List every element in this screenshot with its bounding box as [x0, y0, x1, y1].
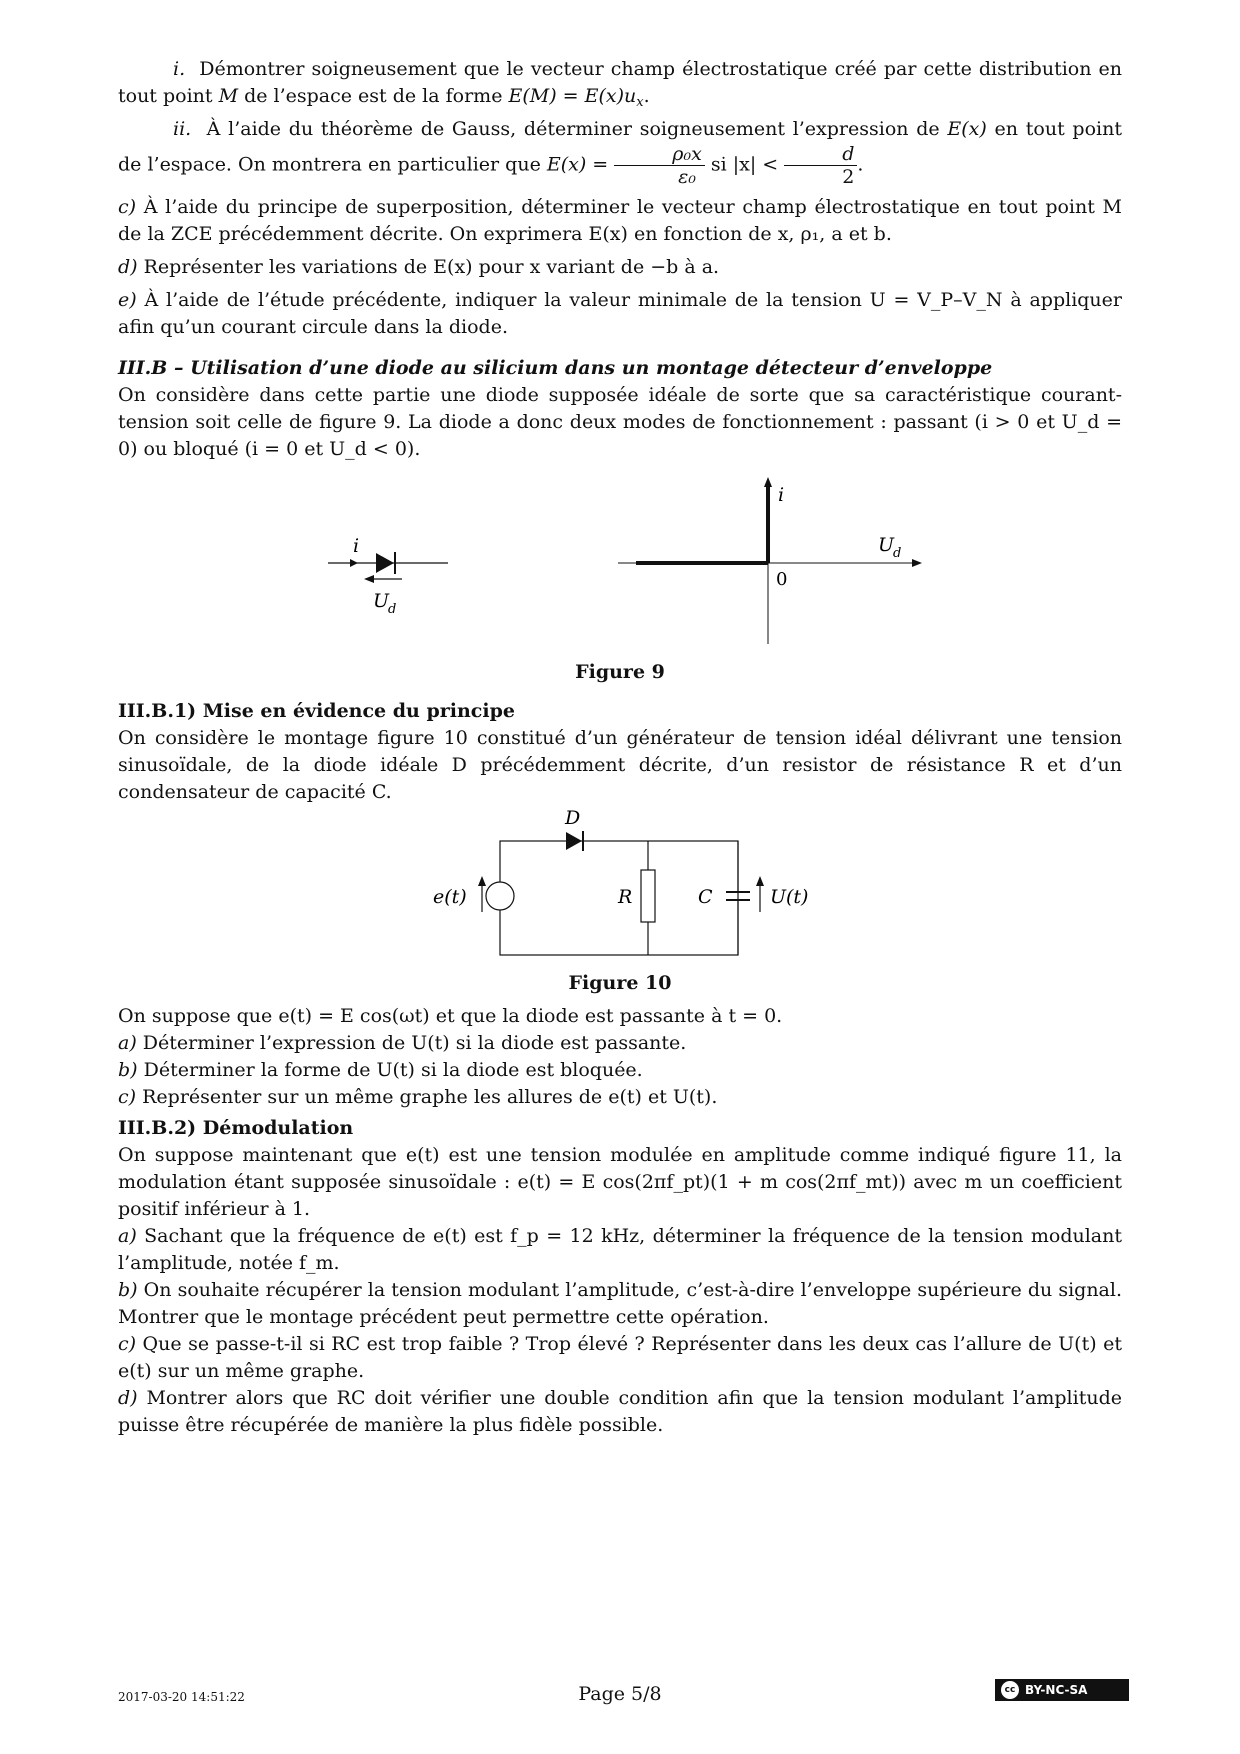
fraction-d-2: $\frac{d}{2}$: [784, 143, 857, 188]
label-e: e(t): [433, 886, 467, 908]
subsection-title-1: III.B.1) Mise en évidence du principe: [118, 700, 515, 722]
question-1c: c) Représenter sur un même graphe les allures de e(t) et U(t).: [118, 1086, 718, 1108]
figure-10: [118, 810, 1122, 970]
diode-current-label: i: [353, 535, 360, 557]
license-text: BY-NC-SA: [1025, 1683, 1088, 1697]
paragraph-suppose: On suppose que e(t) = E cos(ωt) et que la diode est passante à t = 0.: [118, 1005, 783, 1027]
label-R: R: [618, 886, 633, 908]
figure-9-caption: Figure 9: [575, 661, 665, 683]
document-page: [118, 56, 1122, 1439]
question-2b: b) On souhaite récupérer la tension modulant l’amplitude, c’est-à-dire l’enveloppe supérieure du signal. Montrer que le montage précédent peut permettre cette opération.: [118, 1279, 1122, 1328]
question-1a: a) Déterminer l’expression de U(t) si la diode est passante.: [118, 1032, 687, 1054]
label-D: D: [565, 810, 581, 829]
figure-9: [118, 469, 1122, 659]
vector-formula: E(M) = E(x)u: [508, 85, 637, 107]
origin-label: 0: [776, 569, 788, 590]
axis-U-label: U: [878, 534, 895, 556]
figure-10-caption: Figure 10: [568, 972, 672, 994]
paragraph-B2: On suppose maintenant que e(t) est une tension modulée en amplitude comme indiqué figure 11, la modulation étant supposée sinusoïdale : e(t) = E cos(2πf_pt)(1 + m cos(2πf_mt)) avec m un coefficient positif inférieur à 1.: [118, 1144, 1122, 1220]
footer-timestamp: 2017-03-20 14:51:22: [118, 1690, 245, 1704]
subsection-title-2: III.B.2) Démodulation: [118, 1117, 354, 1139]
label-U: U(t): [770, 886, 809, 908]
axis-i-label: i: [778, 484, 785, 506]
question-2d: d) Montrer alors que RC doit vérifier une double condition afin que la tension modulant l’amplitude puisse être récupérée de manière la plus fidèle possible.: [118, 1387, 1122, 1436]
diode-voltage-label: U: [373, 590, 390, 612]
question-e: e) À l’aide de l’étude précédente, indiquer la valeur minimale de la tension U = V_P–V_N à appliquer afin qu’un courant circule dans la diode.: [118, 289, 1122, 338]
question-1b: b) Déterminer la forme de U(t) si la diode est bloquée.: [118, 1059, 643, 1081]
license-badge: [995, 1679, 1129, 1701]
svg-text:d: d: [893, 546, 902, 561]
question-2c: c) Que se passe-t-il si RC est trop faible ? Trop élevé ? Représenter dans les deux cas l’allure de U(t) et e(t) sur un même graphe.: [118, 1333, 1122, 1382]
label-C: C: [698, 886, 713, 908]
paragraph-ii: ii. À l’aide du théorème de Gauss, déterminer soigneusement l’expression de E(x) en tout point de l’espace. On montrera en particulier que E(x) = $\frac{\text{ρ₀x}}{\text{ε₀}}$ si |x| < $\frac{d}{2}$ .: [118, 118, 1122, 188]
svg-text:d: d: [388, 602, 397, 617]
question-c: c) À l’aide du principe de superposition, déterminer le vecteur champ électrostatique en tout point M de la ZCE précédemment décrite. On exprimera E(x) en fonction de x, ρ₁, a et b.: [118, 196, 1122, 245]
question-d: d) Représenter les variations de E(x) pour x variant de −b à a.: [118, 256, 720, 278]
cc-icon: cc: [1001, 1681, 1019, 1699]
diode-characteristic: [618, 477, 922, 644]
section-title-IIIB: III.B – Utilisation d’une diode au silicium dans un montage détecteur d’enveloppe: [118, 357, 993, 379]
question-2a: a) Sachant que la fréquence de e(t) est f_p = 12 kHz, déterminer la fréquence de la tension modulant l’amplitude, notée f_m.: [118, 1225, 1122, 1274]
fraction-rho-x: $\frac{\text{ρ₀x}}{\text{ε₀}}$: [614, 143, 705, 188]
diode-D: [566, 832, 582, 850]
page-number: Page 5/8: [578, 1683, 662, 1705]
paragraph-i: i. Démontrer soigneusement que le vecteur champ électrostatique créé par cette distribution en tout point M de l’espace est de la forme $E(M) = E(x)u_x$.: [118, 58, 1122, 110]
diode-symbol: [328, 535, 448, 617]
paragraph-B1: On considère le montage figure 10 constitué d’un générateur de tension idéal délivrant une tension sinusoïdale, de la diode idéale D précédemment décrite, d’un resistor de résistance R et d’un condensateur de capacité C.: [118, 727, 1122, 803]
paragraph-IIIB: On considère dans cette partie une diode supposée idéale de sorte que sa caractéristique courant-tension soit celle de figure 9. La diode a donc deux modes de fonctionnement : passant (i > 0 et U_d = 0) ou bloqué (i = 0 et U_d < 0).: [118, 384, 1122, 460]
